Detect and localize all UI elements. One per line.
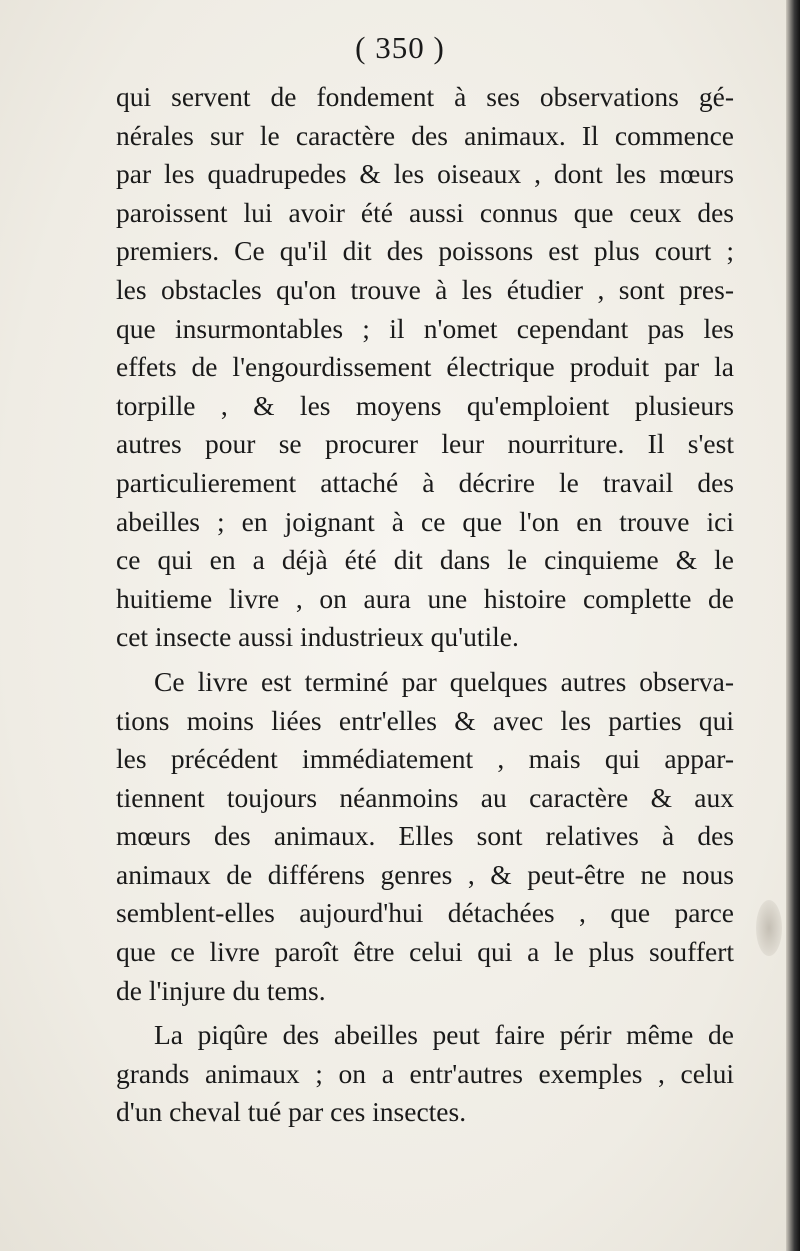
text-line: La piqûre des abeilles peut faire périr même de [154, 1019, 734, 1051]
text-line: huitieme livre , on aura une histoire complette de [116, 582, 734, 614]
paragraph-1 [116, 78, 734, 657]
text-line: paroissent lui avoir été aussi connus que ceux des [116, 196, 734, 228]
text-line: torpille , & les moyens qu'emploient plusieurs [116, 389, 734, 421]
page-binding-edge [786, 0, 800, 1251]
text-line: ce qui en a déjà été dit dans le cinquieme & le [116, 544, 734, 576]
text-line: d'un cheval tué par ces insectes. [116, 1096, 467, 1128]
text-line: semblent-elles aujourd'hui détachées , que parce [116, 897, 734, 929]
body-text [116, 78, 734, 1132]
text-line: tiennent toujours néanmoins au caractère & aux [116, 781, 734, 813]
text-line: abeilles ; en joignant à ce que l'on en trouve ici [116, 505, 734, 537]
page-stain [756, 900, 782, 956]
text-line: les obstacles qu'on trouve à les étudier , sont pres- [116, 273, 734, 305]
paragraph-3 [116, 1016, 734, 1132]
page-number: ( 350 ) [355, 30, 445, 65]
paragraph-2 [116, 663, 734, 1010]
text-line: les précédent immédiatement , mais qui appar- [116, 743, 734, 775]
text-line: mœurs des animaux. Elles sont relatives à des [116, 820, 734, 852]
text-line: premiers. Ce qu'il dit des poissons est plus court ; [116, 235, 734, 267]
text-line: que insurmontables ; il n'omet cependant pas les [116, 312, 734, 344]
text-line: effets de l'engourdissement électrique produit par la [116, 351, 734, 383]
text-line: tions moins liées entr'elles & avec les parties qui [116, 704, 734, 736]
text-line: Ce livre est terminé par quelques autres observa- [154, 665, 734, 697]
text-line: par les quadrupedes & les oiseaux , dont les mœurs [116, 158, 734, 190]
text-line: de l'injure du tems. [116, 974, 326, 1006]
text-line: cet insecte aussi industrieux qu'utile. [116, 621, 519, 653]
text-line: autres pour se procurer leur nourriture. Il s'est [116, 428, 734, 460]
text-line: que ce livre paroît être celui qui a le plus souffert [116, 936, 734, 968]
text-line: particulierement attaché à décrire le travail des [116, 466, 734, 498]
text-line: nérales sur le caractère des animaux. Il commence [116, 119, 734, 151]
text-line: animaux de différens genres , & peut-être ne nous [116, 858, 734, 890]
text-line: qui servent de fondement à ses observations gé- [116, 81, 734, 112]
text-line: grands animaux ; on a entr'autres exemples , celui [116, 1057, 734, 1089]
